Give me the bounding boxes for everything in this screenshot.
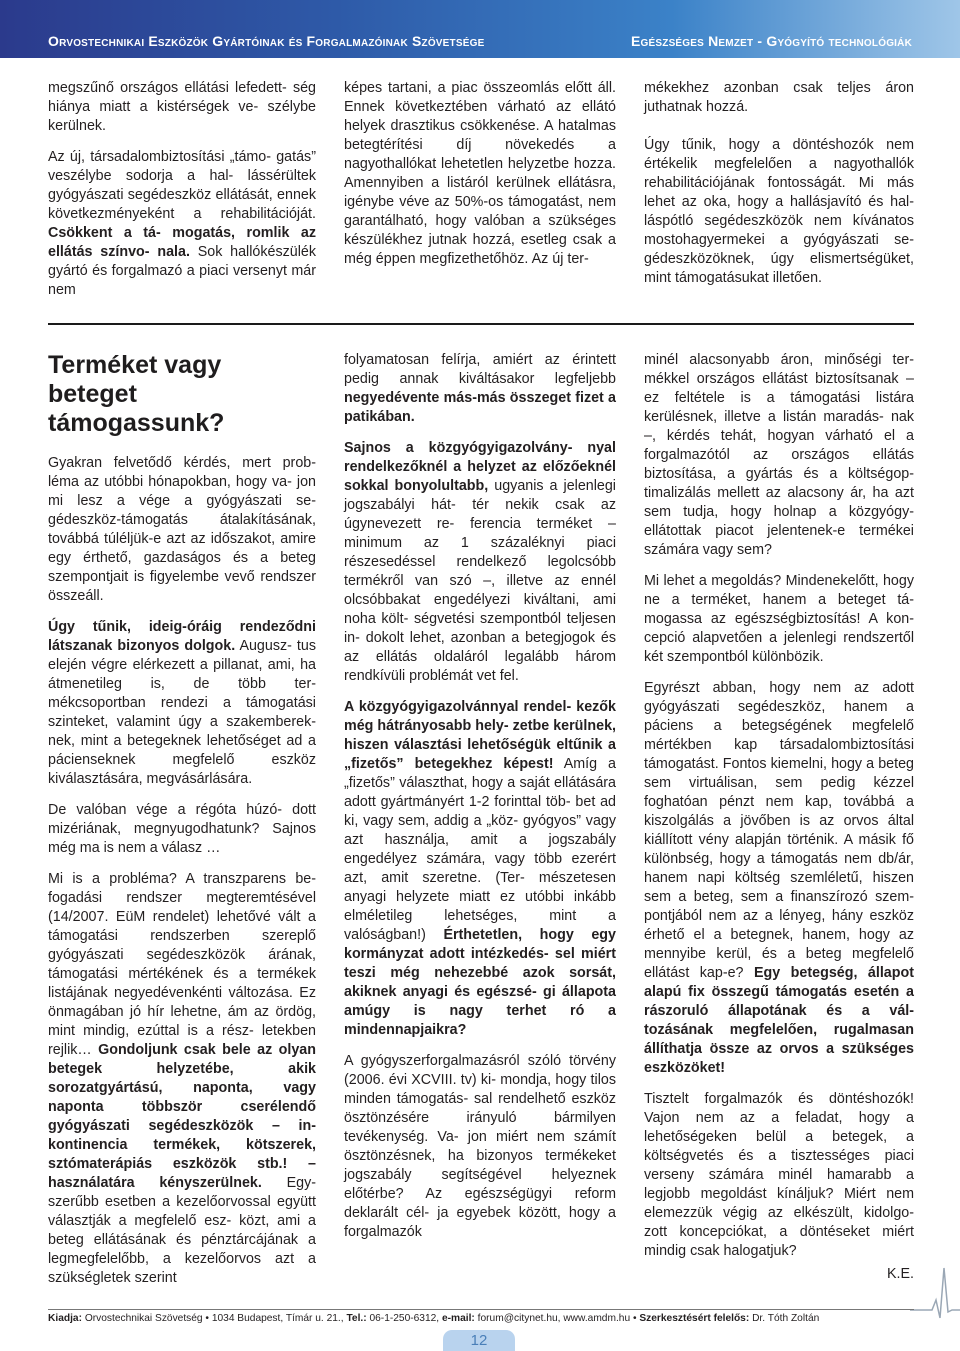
b-c1-paragraph-2: Úgy tűnik, ideig-óráig rendeződni látszanak bizonyos dolgok. Augusz- tus elején végre elérkezett a pillanat, ami, ha átmenetileg is, de több ter- mékcsoportban rendezi a támogatási szinteket, valamint úgy a szakemberek- nek, mint a betegeknek lehetőséget ad a pácienseknek megfelelő eszköz kiválasztására, megvásárlására. [48,619,316,787]
b-c1-paragraph-3: De valóban vége a régóta húzó- dott mizériának, megnyugodhatunk? Sajnos még ma is nem a válasz … [48,802,316,856]
article-heading: Terméket vagy beteget támogassunk? [48,351,225,437]
top-c3-paragraph-2: Úgy tűnik, hogy a döntéshozók nem értékelik megfelelően a nagyothallók rehabilitációjának fontosságát. Mi más lehet az oka, hogy a hallásjavító és hal- láspótló segédeszközök nem kívánatos mostohagyermekei a gyógyászati se- gédeszközöknek, úgy elismertségüket, mint támogatásukat illetően. [644,137,914,286]
b-c3-paragraph-1: minél alacsonyabb áron, minőségi ter- mékkel országos ellátást biztosítsanak – ez feltétele is a támogatási listára kerülésnek, illetve a listán maradás- nak –, kérdés tehát, hogyan várható el a forgalmazótól az országos ellátás biztosítása, a gyártás és a költségop- timalizálás mellett az alacsony ár, ha azt sem tudja, hogy holnap a közgyógy- ellátottak piacot jelentenek-e termékei számára vagy sem? [644,352,915,558]
b-c3-paragraph-2: Mi lehet a megoldás? Mindenekelőtt, hogy ne a terméket, hanem a beteget tá- mogassa az egészségbiztosítás! A kon- cepció alapvetően a jelenlegi rendszertől két szempontból különbözik. [644,573,914,665]
top-c1-paragraph-1: megszűnő országos ellátási lefedett- ség hiánya miatt a kistérségek ve- szélybe kerülnek. [48,80,316,134]
bottom-column-1 [48,351,316,1288]
bottom-column-3 [644,351,914,1284]
header-slogan: Egészséges Nemzet - Gyógyító technológiák [631,33,912,49]
footer-divider [48,1309,914,1310]
top-column-1 [48,79,316,312]
header-association-name: Orvostechnikai Eszközök Gyártóinak és Forgalmazóinak Szövetsége [48,33,485,49]
bottom-column-2 [344,351,616,1242]
b-c1-paragraph-1: Gyakran felvetődő kérdés, mert prob- léma az utóbbi hónapokban, hogy va- jon mi lesz a vége a gyógyászati se- gédeszköz-támogatás átalakításának, továbbá túléljük-e azt az időszakot, amire egy érthető, gazdaságos és a beteg szempontjait is figyelembe vevő rendszer összeáll. [48,455,316,604]
heartbeat-line-icon [910,1260,960,1320]
top-column-3 [644,79,914,300]
top-c1-bold-2: mogatás, romlik az ellátás színvo- [48,225,317,260]
top-c1-paragraph-2: Az új, társadalombiztosítási „támo- gatás” veszélybe sodorja a hal- lássérültek gyógyászati segédeszköz ellátását, ennek következményeként a rehabilitációját. Csökkent a tá- mogatás, romlik az ellátás színvo- nala. Sok hallókészülék gyártó és forgalmazó a piaci versenyt már nem [48,149,317,298]
top-c2-paragraph: képes tartani, a piac összeomlás előtt áll. Ennek következtében várható az ellátó helyek drasztikus csökkenése. A hatalmas betegtérítési díj növekedés a nagyothallókat lehetetlen helyzetbe hozza. Amennyiben a listáról kerülnek ellátásra, igénybe véve az 50%-os támogatást, nem garantálható, hogy valóban a szükséges készülékhez jutnak hozzá, esetleg csak a még éppen megfizethetőhöz. Az új ter- [344,80,617,267]
b-c1-paragraph-4: Mi is a probléma? A transzparens be- fogadási rendszer megteremtésével (14/2007. EüM rendelet) lehetővé vált a támogatási rendszerben szereplő gyógyászati segédeszközök árának, támogatási mértékének és a termékek listájának negyedévenkénti változása. Ez önmagában jó hír lehetne, ám az ördög, mint mindig, ezúttal is a rész- letekben rejlik… Gondoljunk csak bele az olyan betegek helyzetébe, akik sorozatgyártású, naponta, vagy naponta többször cserélendő gyógyászati segédeszközök – in- kontinencia termékek, kötszerek, sztómaterápiás eszközök stb.! – használatára kényszerülnek. Egy- szerűbb esetben a kezelőorvossal együtt választják a megfelelő esz- közt, ami a beteg ellátásának és pénztárcájának a legmegfelelőbb, a kezelőorvos azt a szükségletek szerint [48,871,316,1286]
top-c1-bold-3: nala. [157,244,190,260]
top-column-2 [344,79,616,281]
page-footer: Kiadja: Orvostechnikai Szövetség • 1034 Budapest, Tímár u. 21., Tel.: 06-1-250-6312, e-mail: forum@citynet.hu, www.amdm.hu • Szerkesztésért felelős: Dr. Tóth Zoltán [48,1313,820,1324]
top-c3-paragraph-1: mékekhez azonban csak teljes áron juthatnak hozzá. [644,80,914,115]
b-c2-paragraph-4: A gyógyszerforgalmazásról szóló törvény (2006. évi XCVIII. tv) ki- mondja, hogy tilos minden támogatás- sal rendelhető eszköz ösztönzésére irányuló bármilyen tevékenység. Va- jon miért nem számít ösztönzésnek, ha bizonyos termékeket jogszabály segítségével helyeznek előtérbe? Az egészségügyi reform deklarált cél- ja egyebek között, hogy a forgalmazók [344,1053,616,1240]
page-header [0,0,960,58]
author-signature: K.E. [886,1266,914,1282]
b-c2-paragraph-1: folyamatosan felírja, amiért az érintett pedig annak kiváltásakor legfeljebb negyedévente más-más összeget fizet a patikában. [344,352,616,425]
b-c3-paragraph-3: Egyrészt abban, hogy nem az adott gyógyászati segédeszköz, hanem a páciens a betegségének megfelelő mértékben kap társadalombiztosítási támogatást. Fontos kiemelni, hogy a beteg sem virtuálisan, sem pedig kézzel foghatóan pénzt nem kap, továbbá a kiszolgálás a jövőben is az orvos által kiállított vény alapján történik. A másik fő különbség, hogy a támogatás nem db/ár, hanem napi költség szemléletű, hiszen sem a beteg, sem a finanszírozó szem- pontjából nem az a lényeg, hány eszköz érhető el a betegnek, hanem, hogy az mennyibe kerül, és a beteg megfelelő ellátást kap-e? Egy betegség, állapot alapú fix összegű támogatás esetén a rászoruló állapotának és a vál- tozásának megfelelően, rugalmasan állíthatja össze az orvos a szükséges eszközöket! [644,680,914,1076]
b-c2-paragraph-3: A közgyógyigazolvánnyal rendel- kezők még hátrányosabb hely- zetbe kerülnek, hiszen választási lehetőségük eltűnik a „fizetős” betegekhez képest! Amíg a „fizetős” választhat, hogy a saját ellátására adott gyártmányért 1-2 forinttal töb- bet ad ki, vagy sem, addig a „köz- gyógyos” vagy azt használja, amit a jogszabály engedélyez számára, vagy több ezerért azt, amit szeretne. (Ter- mészetesen anyagi helyzete miatt ez utóbbi inkább elméletileg lehetséges, mint a valóságban!) Érthetetlen, hogy egy kormányzat adott intézkedés- sel miért teszi még nehezebbé azok sorsát, akiknek anyagi és egészsé- gi állapota amúgy is nagy terhet ró a mindennapjaikra? [344,699,616,1038]
b-c3-paragraph-4: Tisztelt forgalmazók és döntéshozók! Vajon nem az a feladat, hogy a lehetőségeken belül a betegek, a költségvetés és a tisztességes piaci verseny számára minél hamarabb a legjobb megoldást kínáljuk? Miért nem elemezzük végig az elkészült, kidolgo- zott koncepciókat, a döntéseket miért mindig csak halogatjuk? [644,1091,914,1259]
top-c1-bold-1: Csökkent a tá- [48,225,161,241]
b-c2-paragraph-2: Sajnos a közgyógyigazolvány- nyal rendelkezőknél a helyzet az előzőeknél sokkal bonyolultabb, ugyanis a jelenlegi jogszabályi hát- tér nekik csak az úgynevezett re- ferencia terméket – minimum az 1 százaléknyi piaci részesedéssel rendelkező legolcsóbb termékről van szó –, illetve az ennél olcsóbbakat engedélyezi kiváltani, ami noha költ- ségvetési szempontból teljesen in- dokolt lehet, azonban a betegjogok és az ellátás oldaláról legalább három rendkívüli problémát vet fel. [344,440,616,684]
page-number: 12 [443,1330,515,1351]
section-divider [48,323,914,325]
